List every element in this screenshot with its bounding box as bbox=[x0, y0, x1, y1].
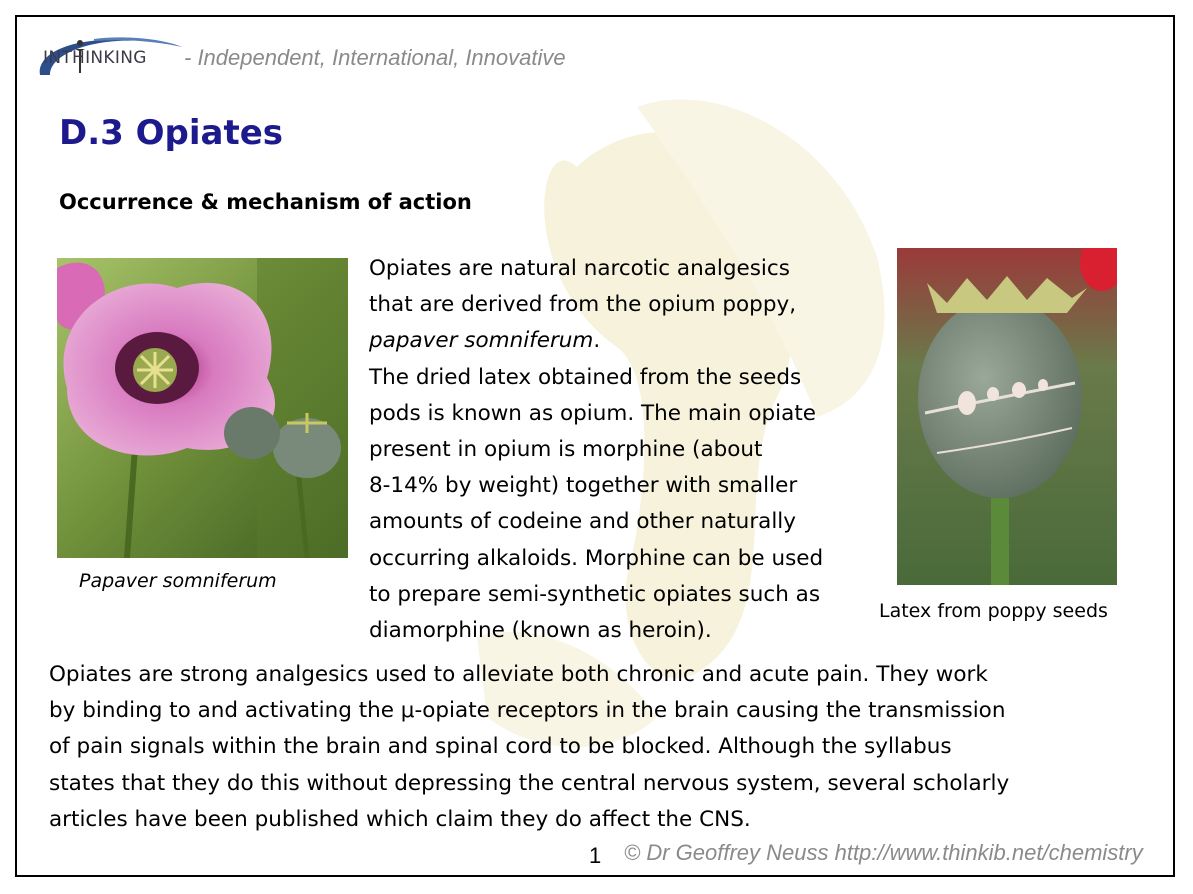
intro-line: present in opium is morphine (about bbox=[369, 437, 763, 463]
intro-line bbox=[369, 323, 889, 359]
slide-subtitle: Occurrence & mechanism of action bbox=[59, 190, 472, 214]
poppy-flower-image bbox=[57, 258, 348, 558]
intro-line: to prepare semi-synthetic opiates such as bbox=[369, 581, 821, 607]
mechanism-line: articles have been published which claim they do affect the CNS. bbox=[49, 806, 751, 832]
poppy-pod-image bbox=[897, 248, 1117, 585]
mechanism-paragraph bbox=[49, 657, 1149, 838]
intro-line: amounts of codeine and other naturally bbox=[369, 509, 796, 535]
copyright-notice: © Dr Geoffrey Neuss http://www.thinkib.net/chemistry bbox=[624, 840, 1143, 865]
mechanism-line: of pain signals within the brain and spinal cord to be blocked. Although the syllabus bbox=[49, 734, 952, 760]
intro-line: The dried latex obtained from the seeds bbox=[369, 364, 802, 390]
mechanism-line: Opiates are strong analgesics used to alleviate both chronic and acute pain. They work bbox=[49, 662, 988, 687]
page-number: 1 bbox=[589, 843, 602, 868]
period: . bbox=[593, 328, 601, 354]
intro-line: that are derived from the opium poppy, bbox=[369, 292, 797, 318]
poppy-caption: Papaver somniferum bbox=[79, 570, 277, 592]
intro-line: 8-14% by weight) together with smaller bbox=[369, 473, 798, 499]
intro-line: diamorphine (known as heroin). bbox=[369, 618, 712, 644]
intro-line: occurring alkaloids. Morphine can be used bbox=[369, 545, 824, 571]
intro-line: pods is known as opium. The main opiate bbox=[369, 400, 816, 426]
intro-line: Opiates are natural narcotic analgesics bbox=[369, 256, 790, 281]
species-name: papaver somniferum bbox=[369, 328, 594, 354]
intro-paragraph bbox=[369, 251, 889, 649]
slide-title: D.3 Opiates bbox=[59, 113, 284, 153]
slide bbox=[15, 15, 1175, 877]
mechanism-line: by binding to and activating the μ-opiate receptors in the brain causing the transmission bbox=[49, 698, 1006, 724]
pod-caption: Latex from poppy seeds bbox=[879, 600, 1108, 622]
tagline: - Independent, International, Innovative bbox=[184, 45, 566, 70]
mechanism-line: states that they do this without depressing the central nervous system, several scholarly bbox=[49, 770, 1010, 796]
logo-text: INTHINKING bbox=[43, 48, 147, 68]
